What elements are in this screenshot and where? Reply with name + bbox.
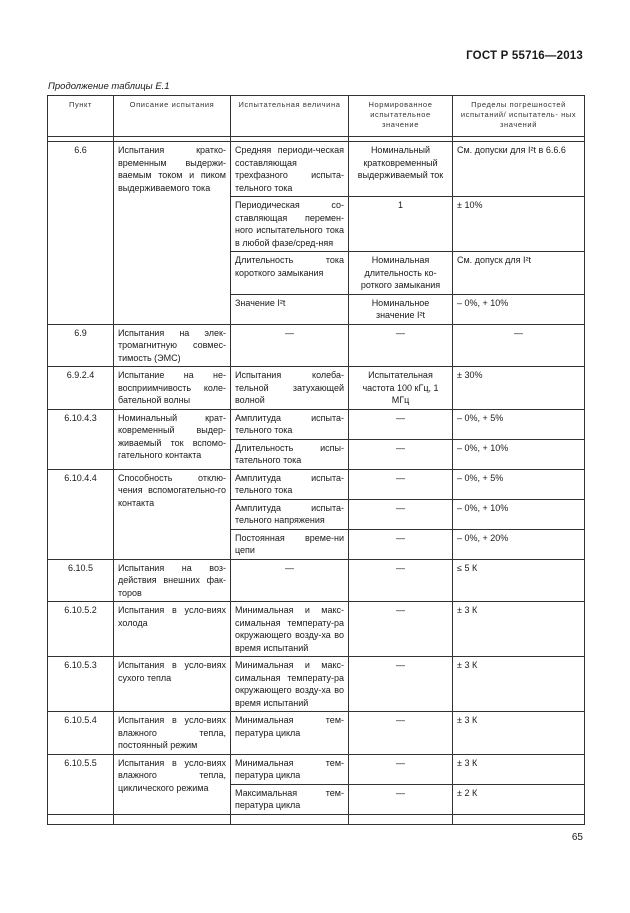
cell-tolerance: См. допуск для I²t [453,252,585,295]
cell-description: Способность отклю-чения вспомогательно-го контакта [114,469,231,559]
column-header-quantity: Испытательная величина [231,96,349,137]
column-header-point: Пункт [48,96,114,137]
standard-code: ГОСТ Р 55716—2013 [466,50,583,62]
empty-cell [231,814,349,824]
cell-normalized-value: 1 [349,197,453,252]
empty-cell [349,814,453,824]
cell-point: 6.10.5.3 [48,657,114,712]
cell-normalized-value: — [349,324,453,367]
cell-normalized-value: — [349,469,453,499]
cell-quantity: — [231,559,349,602]
cell-description: Испытания на элек-тромагнитную совмес-тимость (ЭМС) [114,324,231,367]
cell-quantity: Минимальная и макс-симальная температу-ра окружающего возду-ха во время испытаний [231,602,349,657]
table-row [48,559,585,602]
cell-tolerance: – 0%, + 10% [453,294,585,324]
cell-normalized-value: Номинальная длительность ко-роткого замыкания [349,252,453,295]
table-row [48,712,585,755]
table-caption: Продолжение таблицы Е.1 [48,81,170,92]
cell-point: 6.6 [48,142,114,325]
cell-tolerance: См. допуски для I²t в 6.6.6 [453,142,585,197]
cell-description: Испытания кратко-временным выдержи-ваемым током и пиком выдерживаемого тока [114,142,231,325]
cell-tolerance: – 0%, + 10% [453,499,585,529]
cell-quantity: Постоянная време-ни цепи [231,529,349,559]
table-row [48,602,585,657]
cell-tolerance: – 0%, + 5% [453,409,585,439]
cell-normalized-value: — [349,499,453,529]
table-header-row [48,96,585,137]
empty-cell [48,814,114,824]
cell-quantity: Средняя периоди-ческая составляющая трехфазного испыта-тельного тока [231,142,349,197]
cell-tolerance: – 0%, + 20% [453,529,585,559]
column-header-normalized-value: Нормированное испытательное значение [349,96,453,137]
cell-normalized-value: — [349,712,453,755]
cell-normalized-value: — [349,754,453,784]
cell-description: Испытания в усло-виях влажного тепла, постоянный режим [114,712,231,755]
table-row [48,469,585,499]
cell-quantity: Минимальная и макс-симальная температу-ра окружающего возду-ха во время испытаний [231,657,349,712]
cell-normalized-value: — [349,409,453,439]
cell-normalized-value: — [349,602,453,657]
cell-normalized-value: Номинальное значение I²t [349,294,453,324]
cell-point: 6.9 [48,324,114,367]
cell-tolerance: ± 10% [453,197,585,252]
table-bottom-row [48,814,585,824]
page-number: 65 [571,832,583,843]
cell-description: Испытания в усло-виях холода [114,602,231,657]
table-row [48,324,585,367]
cell-tolerance: ± 30% [453,367,585,410]
cell-description: Испытание на не-восприимчивость коле-бательной волны [114,367,231,410]
test-table [47,95,585,825]
cell-tolerance: ± 3 К [453,602,585,657]
table-row [48,409,585,439]
cell-tolerance: ± 2 К [453,784,585,814]
cell-quantity: Максимальная тем-пература цикла [231,784,349,814]
cell-normalized-value: — [349,657,453,712]
cell-point: 6.10.5.2 [48,602,114,657]
empty-cell [114,814,231,824]
cell-quantity: Испытания колеба-тельной затухающей волной [231,367,349,410]
cell-description: Испытания на воз-действия внешних фак-торов [114,559,231,602]
cell-quantity: Значение I²t [231,294,349,324]
cell-quantity: Амплитуда испыта-тельного тока [231,409,349,439]
table-row [48,754,585,784]
cell-tolerance: — [453,324,585,367]
cell-description: Номинальный крат-ковременный выдер-живаемый ток вспомо-гательного контакта [114,409,231,469]
column-header-tolerance: Пределы погрешностей испытаний/ испытатель- ных значений [453,96,585,137]
cell-point: 6.10.4.4 [48,469,114,559]
cell-normalized-value: Испытательная частота 100 кГц, 1 МГц [349,367,453,410]
column-header-description: Описание испытания [114,96,231,137]
cell-quantity: Длительность тока короткого замыкания [231,252,349,295]
cell-tolerance: – 0%, + 10% [453,439,585,469]
cell-tolerance: – 0%, + 5% [453,469,585,499]
cell-normalized-value: — [349,439,453,469]
cell-point: 6.10.5.5 [48,754,114,814]
cell-quantity: Амплитуда испыта-тельного тока [231,469,349,499]
cell-quantity: Минимальная тем-пература цикла [231,754,349,784]
cell-quantity: — [231,324,349,367]
cell-tolerance: ± 3 К [453,657,585,712]
table-row [48,142,585,197]
cell-tolerance: ± 3 К [453,754,585,784]
cell-normalized-value: — [349,529,453,559]
cell-normalized-value: — [349,559,453,602]
cell-quantity: Длительность испы-тательного тока [231,439,349,469]
cell-tolerance: ± 3 К [453,712,585,755]
cell-description: Испытания в усло-виях влажного тепла, циклического режима [114,754,231,814]
cell-quantity: Периодическая со-ставляющая перемен-ного испытательного тока в любой фазе/сред-няя [231,197,349,252]
cell-point: 6.10.5.4 [48,712,114,755]
cell-quantity: Амплитуда испыта-тельного напряжения [231,499,349,529]
table-row [48,367,585,410]
cell-point: 6.9.2.4 [48,367,114,410]
cell-point: 6.10.4.3 [48,409,114,469]
cell-tolerance: ≤ 5 К [453,559,585,602]
cell-quantity: Минимальная тем-пература цикла [231,712,349,755]
cell-normalized-value: — [349,784,453,814]
empty-cell [453,814,585,824]
table-row [48,657,585,712]
cell-point: 6.10.5 [48,559,114,602]
cell-normalized-value: Номинальный кратковременный выдерживаемый ток [349,142,453,197]
cell-description: Испытания в усло-виях сухого тепла [114,657,231,712]
table-body [48,137,585,825]
